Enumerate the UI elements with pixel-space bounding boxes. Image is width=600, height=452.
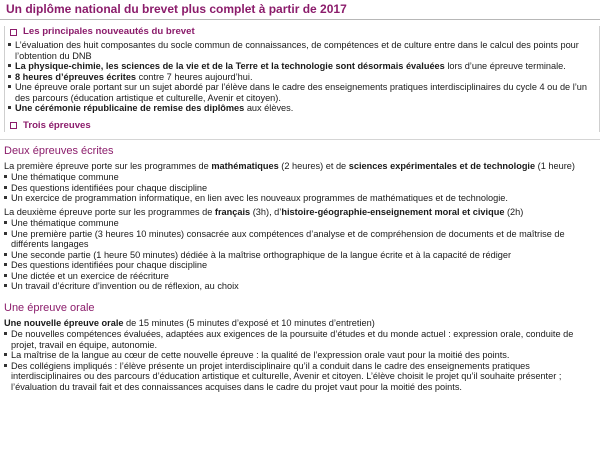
nouveautes-box (4, 26, 600, 132)
list-item (4, 271, 594, 282)
bold-text: 8 heures d’épreuves écrites (15, 71, 137, 82)
bold-text: mathématiques (211, 160, 279, 171)
bullet-icon (8, 106, 11, 109)
list-item-text: Des questions identifiées pour chaque discipline (11, 182, 208, 193)
text-run: La première épreuve porte sur les programmes de (4, 160, 212, 171)
bullet-icon (8, 75, 11, 78)
list-item-text: Une première partie (3 heures 10 minutes) consacrée aux compétences d’analyse et de compréhension de documents et de maîtrise de différents langages (11, 228, 565, 249)
bold-text: français (214, 206, 251, 217)
divider (0, 139, 600, 140)
bullet-icon (4, 175, 7, 178)
bullet-icon (4, 263, 7, 266)
list-item (4, 218, 594, 229)
list-item-text: La maîtrise de la langue au cœur de cette nouvelle épreuve : la qualité de l’expression orale vaut pour la moitié des points. (11, 350, 510, 360)
list-item (4, 250, 594, 261)
list-item (4, 193, 594, 204)
text-run: contre 7 heures aujourd’hui. (136, 71, 253, 82)
list-item (8, 82, 593, 103)
square-bullet-icon (10, 122, 17, 129)
list-item (4, 281, 594, 292)
ecrites-list-2 (4, 218, 594, 292)
page-title: Un diplôme national du brevet plus complet à partir de 2017 (0, 0, 600, 20)
orale-heading: Une épreuve orale (4, 301, 95, 314)
text-run: (2 heures) et de (278, 160, 349, 171)
bold-text: Une cérémonie républicaine de remise des diplômes (15, 103, 245, 113)
orale-list (4, 329, 594, 392)
list-item-text: Une thématique commune (11, 218, 119, 228)
list-item (8, 72, 593, 83)
bullet-icon (4, 232, 7, 235)
list-item-text: Une seconde partie (1 heure 50 minutes) dédiée à la maîtrise orthographique de la langue écrite et à la capacité de rédiger (11, 249, 512, 260)
bullet-icon (4, 353, 7, 356)
square-bullet-icon (10, 29, 17, 36)
list-item-text: Des questions identifiées pour chaque discipline (11, 260, 208, 270)
bullet-icon (4, 332, 7, 335)
bullet-icon (8, 43, 11, 46)
ecrites-heading: Deux épreuves écrites (4, 144, 114, 157)
list-item (4, 183, 594, 194)
list-item (8, 40, 593, 61)
bullet-icon (4, 186, 7, 189)
ecrites-paragraph-1 (4, 161, 594, 172)
bold-text: Une nouvelle épreuve orale (4, 317, 124, 328)
list-item (4, 350, 594, 361)
bold-text: La physique-chimie, les sciences de la vie et de la Terre et la technologie sont désormais évaluées (15, 61, 445, 71)
text-run: (1 heure) (535, 160, 575, 171)
text-run: (2h) (504, 206, 524, 217)
list-item (4, 329, 594, 350)
list-item-text: Une dictée et un exercice de réécriture (11, 270, 169, 281)
list-item (4, 361, 594, 393)
bullet-icon (4, 364, 7, 367)
bold-text: sciences expérimentales et de technologie (348, 160, 536, 171)
list-item-text: De nouvelles compétences évaluées, adaptées aux exigences de la poursuite d’études et du monde actuel : expression orale, conduite de projet, travail en équipe, autonomie. (11, 329, 574, 350)
bullet-icon (4, 274, 7, 277)
text-run: aux élèves. (244, 103, 294, 113)
ecrites-paragraph-2 (4, 207, 594, 218)
nouveautes-list (8, 40, 593, 114)
main-content (0, 145, 600, 393)
text-run: Une épreuve orale portant sur un sujet abordé par l’élève dans le cadre des enseignements pratiques interdisciplinaires du cycle 4 ou de l’un des parcours (éducation artistique et culturelle, Avenir et citoyen). (15, 82, 588, 103)
bullet-icon (4, 253, 7, 256)
bullet-icon (8, 64, 11, 67)
list-item-text: Des collégiens impliqués : l’élève présente un projet interdisciplinaire qu’il a conduit dans le cadre des enseignements pratiques interdisciplinaires ou des parcours d’éducation artistique et culturelle, Avenir et citoyen. L’élève choisit le projet qu’il souhaite présenter ; l’évaluation du travail fait et des connaissances acquises dans le cadre du projet vaut pour la moitié des points. (11, 360, 562, 392)
text-run: La deuxième épreuve porte sur les programmes de (4, 206, 215, 217)
bullet-icon (4, 196, 7, 199)
text-run: L’évaluation des huit composantes du socle commun de connaissances, de compétences et de culture entre dans le calcul des points pour l’obtention du DNB (15, 40, 579, 61)
list-item (4, 172, 594, 183)
text-run: lors d’une épreuve terminale. (444, 61, 566, 71)
list-item-text: Un exercice de programmation informatique, en lien avec les nouveaux programmes de mathématiques et de technologie. (11, 193, 508, 203)
list-item (8, 103, 593, 114)
trois-epreuves-label: Trois épreuves (23, 119, 91, 131)
nouveautes-heading[interactable] (8, 26, 593, 38)
bold-text: histoire-géographie-enseignement moral et civique (281, 206, 505, 217)
text-run: (3h), d’ (250, 206, 282, 217)
bullet-icon (8, 85, 11, 88)
ecrites-list-1 (4, 172, 594, 204)
orale-paragraph (4, 318, 594, 329)
list-item (8, 61, 593, 72)
nouveautes-heading-label: Les principales nouveautés du brevet (23, 26, 195, 37)
text-run: de 15 minutes (5 minutes d’exposé et 10 minutes d’entretien) (123, 317, 375, 328)
trois-epreuves-heading[interactable] (8, 120, 593, 132)
bullet-icon (4, 284, 7, 287)
list-item-text: Une thématique commune (11, 172, 119, 182)
list-item (4, 260, 594, 271)
list-item-text: Un travail d’écriture d’invention ou de réflexion, au choix (11, 281, 239, 291)
bullet-icon (4, 221, 7, 224)
list-item (4, 229, 594, 250)
